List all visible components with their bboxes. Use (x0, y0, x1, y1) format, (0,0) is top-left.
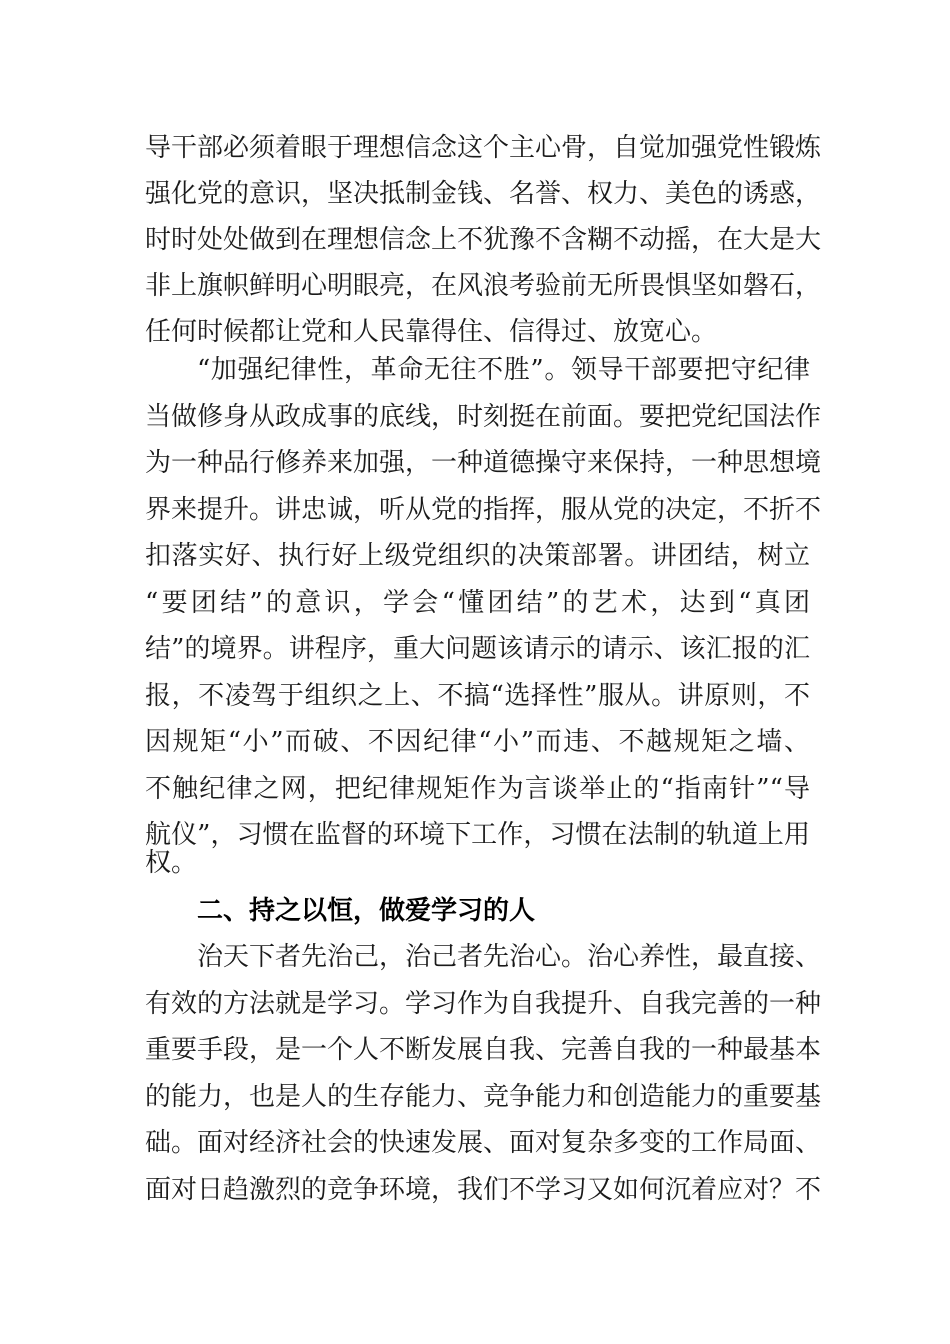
text-line: 权。 (145, 848, 198, 878)
text-line: “加强纪律性，革命无往不胜”。领导干部要把守纪律 (197, 355, 810, 385)
text-line: 扣落实好、执行好上级党组织的决策部署。讲团结，树立 (145, 541, 810, 571)
text-line: 报，不凌驾于组织之上、不搞“选择性”服从。讲原则，不 (145, 681, 810, 711)
text-line: 面对日趋激烈的竞争环境，我们不学习又如何沉着应对？不 (145, 1175, 822, 1205)
text-line: 治天下者先治己，治己者先治心。治心养性，最直接、 (197, 942, 822, 972)
text-line: 的能力，也是人的生存能力、竞争能力和创造能力的重要基 (145, 1082, 822, 1112)
text-line: 结”的境界。讲程序，重大问题该请示的请示、该汇报的汇 (145, 634, 810, 664)
text-line: 强化党的意识，坚决抵制金钱、名誉、权力、美色的诱惑， (145, 179, 822, 209)
text-line: 时时处处做到在理想信念上不犹豫不含糊不动摇，在大是大 (145, 225, 822, 255)
text-line: 为一种品行修养来加强，一种道德操守来保持，一种思想境 (145, 448, 822, 478)
text-line: “要团结”的意识，学会“懂团结”的艺术，达到“真团 (145, 588, 810, 618)
text-line: 不触纪律之网，把纪律规矩作为言谈举止的“指南针”“导 (145, 774, 810, 804)
text-line: 非上旗帜鲜明心明眼亮，在风浪考验前无所畏惧坚如磐石， (145, 271, 822, 301)
text-line: 导干部必须着眼于理想信念这个主心骨，自觉加强党性锻炼 (145, 133, 822, 163)
text-line: 界来提升。讲忠诚，听从党的指挥，服从党的决定，不折不 (145, 495, 822, 525)
text-line: 航仪”，习惯在监督的环境下工作，习惯在法制的轨道上用 (145, 820, 810, 850)
text-line: 重要手段，是一个人不断发展自我、完善自我的一种最基本 (145, 1035, 822, 1065)
text-line: 当做修身从政成事的底线，时刻挺在前面。要把党纪国法作 (145, 402, 822, 432)
text-line: 任何时候都让党和人民靠得住、信得过、放宽心。 (145, 317, 718, 347)
text-line: 础。面对经济社会的快速发展、面对复杂多变的工作局面、 (145, 1128, 822, 1158)
text-line: 因规矩“小”而破、不因纪律“小”而违、不越规矩之墙、 (145, 727, 810, 757)
section-heading: 二、持之以恒，做爱学习的人 (197, 896, 536, 926)
text-line: 有效的方法就是学习。学习作为自我提升、自我完善的一种 (145, 989, 822, 1019)
